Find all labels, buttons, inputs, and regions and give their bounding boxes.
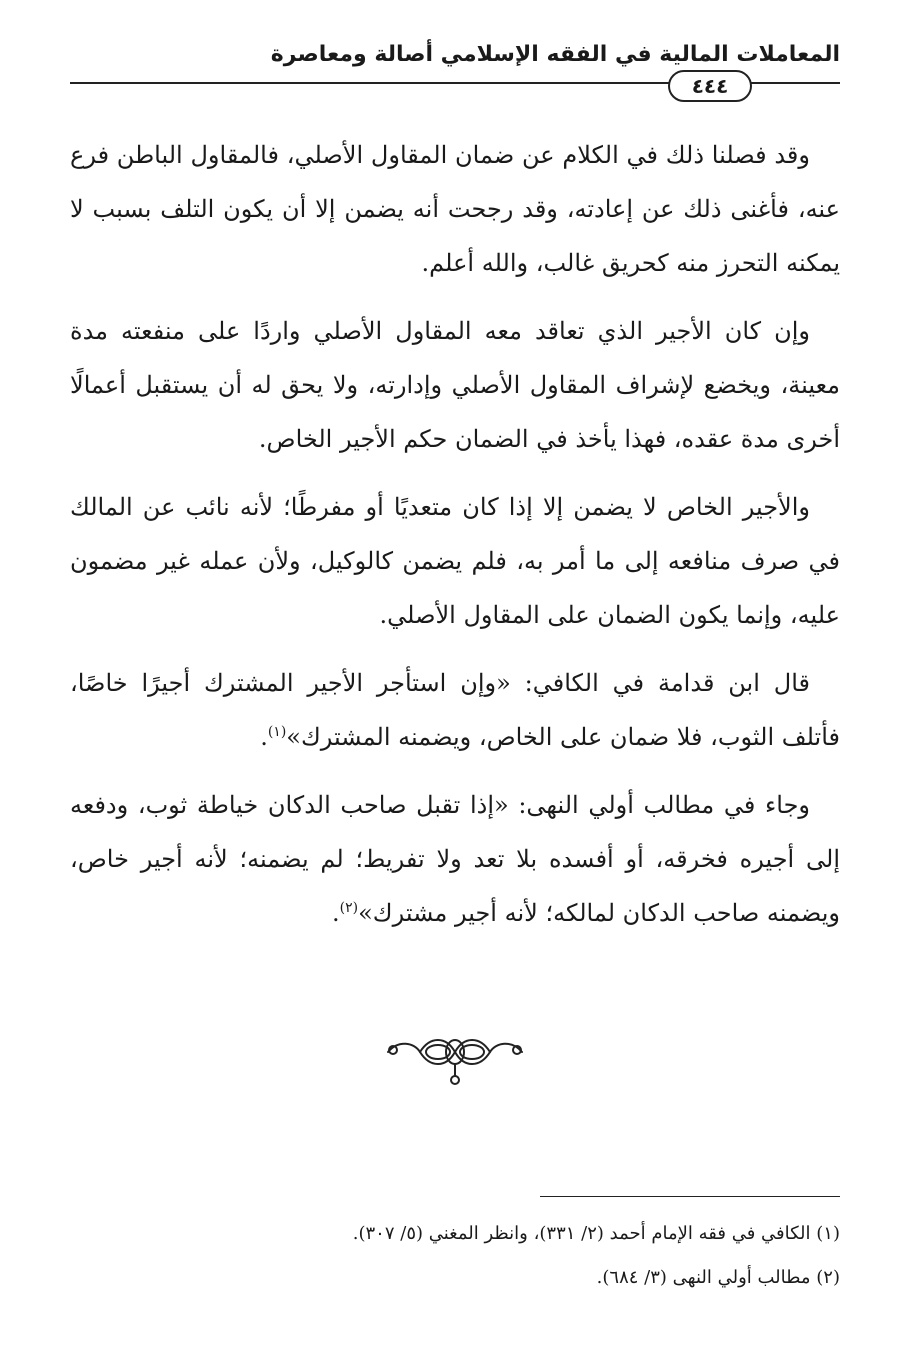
footnotes: [70, 1212, 840, 1300]
paragraph-3: والأجير الخاص لا يضمن إلا إذا كان متعديًا أو مفرطًا؛ لأنه نائب عن المالك في صرف منافعه إلى ما أمر به، فلم يضمن كالوكيل، ولأن عمله غير مضمون عليه، وإنما يكون الضمان على المقاول الأصلي.: [70, 493, 840, 629]
footnote-ref-2[interactable]: (٢): [339, 900, 359, 916]
page-number: ٤٤٤: [691, 74, 729, 98]
quote-2-end: .: [332, 899, 340, 927]
scroll-flourish-icon: [380, 1030, 530, 1090]
footnote-rule: [540, 1196, 840, 1197]
footnote-ref-1[interactable]: (١): [267, 724, 287, 740]
running-title: المعاملات المالية في الفقه الإسلامي أصالة ومعاصرة: [270, 42, 840, 67]
paragraph-5-quote: [70, 778, 840, 940]
footnote-2: (٢) مطالب أولي النهى (٣/ ٦٨٤).: [596, 1267, 840, 1288]
quote-1-end: .: [260, 723, 268, 751]
quote-2-text: وجاء في مطالب أولي النهى: «إذا تقبل صاحب الدكان خياطة ثوب، ودفعه إلى أجيره فخرقه، أو أفسده بلا تعد ولا تفريط؛ لم يضمنه؛ لأنه أجير خاص، ويضمنه صاحب الدكان لمالكه؛ لأنه أجير مشترك»: [70, 791, 840, 927]
quote-1-text: قال ابن قدامة في الكافي: «وإن استأجر الأجير المشترك أجيرًا خاصًا، فأتلف الثوب، فلا ضمان على الخاص، ويضمنه المشترك»: [70, 669, 840, 751]
body-text: [70, 128, 840, 954]
paragraph-2: وإن كان الأجير الذي تعاقد معه المقاول الأصلي واردًا على منفعته مدة معينة، ويخضع لإشراف المقاول الأصلي وإدارته، ولا يحق له أن يستقبل أعمالًا أخرى مدة عقده، فهذا يأخذ في الضمان حكم الأجير الخاص.: [70, 317, 840, 453]
paragraph-4-quote: [70, 656, 840, 764]
paragraph-1: وقد فصلنا ذلك في الكلام عن ضمان المقاول الأصلي، فالمقاول الباطن فرع عنه، فأغنى ذلك عن إعادته، وقد رجحت أنه يضمن إلا أن يكون التلف بسبب لا يمكنه التحرز منه كحريق غالب، والله أعلم.: [70, 141, 840, 277]
footnote-1: (١) الكافي في فقه الإمام أحمد (٢/ ٣٣١)، وانظر المغني (٥/ ٣٠٧).: [352, 1223, 840, 1244]
